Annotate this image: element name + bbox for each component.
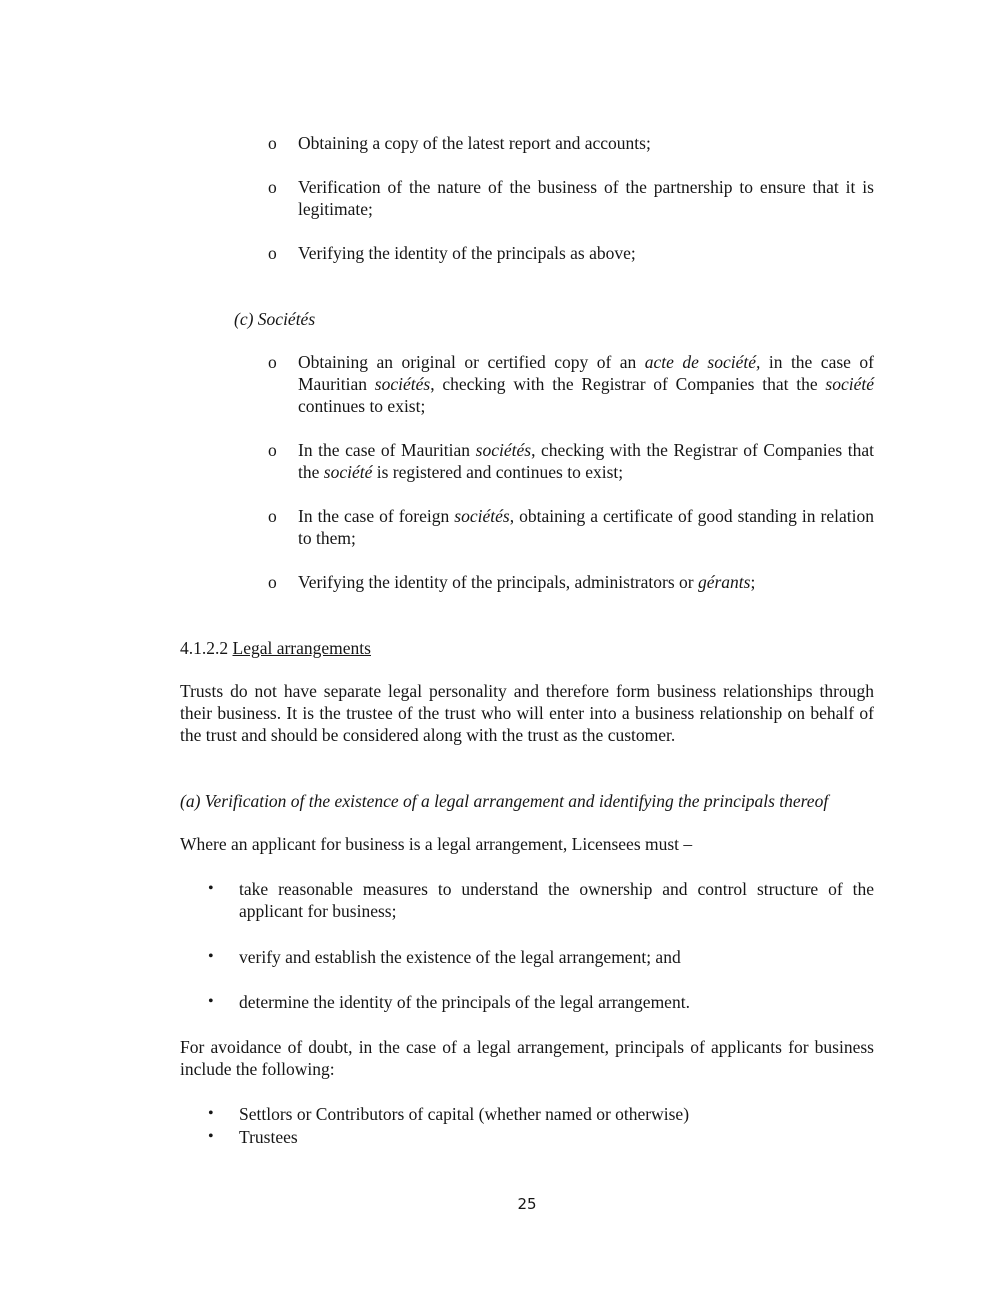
list-marker: o: [268, 352, 277, 372]
list-item-text: take reasonable measures to understand the ownership and control structure of the applicant for business;: [239, 879, 874, 921]
list-item-text: Verifying the identity of the principals as above;: [298, 243, 636, 263]
list-item: [268, 176, 874, 220]
list-item: [208, 878, 874, 922]
section-title: Legal arrangements: [232, 638, 371, 658]
list-marker: o: [268, 506, 277, 526]
list-item-text: Settlors or Contributors of capital (whether named or otherwise): [239, 1104, 690, 1124]
section-heading: [180, 637, 371, 659]
list-item: [208, 1103, 874, 1125]
list-marker: o: [268, 440, 277, 460]
list-item-text: Verifying the identity of the principals, administrators or gérants;: [298, 572, 756, 592]
list-item: [268, 132, 874, 154]
section-number: 4.1.2.2: [180, 638, 229, 658]
list-item: [208, 991, 874, 1013]
list-item-text: verify and establish the existence of the legal arrangement; and: [239, 947, 681, 967]
list-item: [208, 1126, 874, 1148]
bullet-icon: •: [208, 948, 214, 965]
list-item: [268, 571, 874, 593]
list-item-text: Trustees: [239, 1127, 298, 1147]
list-item: [268, 351, 874, 417]
bullet-icon: •: [208, 1128, 214, 1145]
bullet-icon: •: [208, 1105, 214, 1122]
applicant-paragraph: Where an applicant for business is a legal arrangement, Licensees must –: [180, 834, 693, 854]
list-item-text: Obtaining a copy of the latest report and accounts;: [298, 133, 651, 153]
list-item: [208, 946, 874, 968]
verification-heading: (a) Verification of the existence of a legal arrangement and identifying the principals thereof: [180, 791, 829, 811]
bullet-icon: •: [208, 880, 214, 897]
trusts-paragraph: Trusts do not have separate legal personality and therefore form business relationships through their business. It is the trustee of the trust who will enter into a business relationship on behalf of the trust and should be considered along with the trust as the customer.: [180, 681, 874, 745]
page-number: 25: [517, 1195, 537, 1213]
list-item-text: Obtaining an original or certified copy of an acte de société, in the case of Mauritian sociétés, checking with the Registrar of Companies that the société continues to exist;: [298, 352, 874, 416]
avoidance-paragraph: For avoidance of doubt, in the case of a legal arrangement, principals of applicants for business include the following:: [180, 1037, 874, 1079]
list-item-text: In the case of foreign sociétés, obtaining a certificate of good standing in relation to them;: [298, 506, 874, 548]
list-item-text: determine the identity of the principals of the legal arrangement.: [239, 992, 690, 1012]
list-marker: o: [268, 243, 277, 263]
list-item: [268, 505, 874, 549]
list-item: [268, 242, 874, 264]
list-marker: o: [268, 572, 277, 592]
bullet-icon: •: [208, 993, 214, 1010]
list-marker: o: [268, 177, 277, 197]
list-item: [268, 439, 874, 483]
list-item-text: In the case of Mauritian sociétés, checking with the Registrar of Companies that the société is registered and continues to exist;: [298, 440, 874, 482]
list-item-text: Verification of the nature of the business of the partnership to ensure that it is legitimate;: [298, 177, 874, 219]
societes-heading: (c) Sociétés: [234, 309, 316, 329]
list-marker: o: [268, 133, 277, 153]
